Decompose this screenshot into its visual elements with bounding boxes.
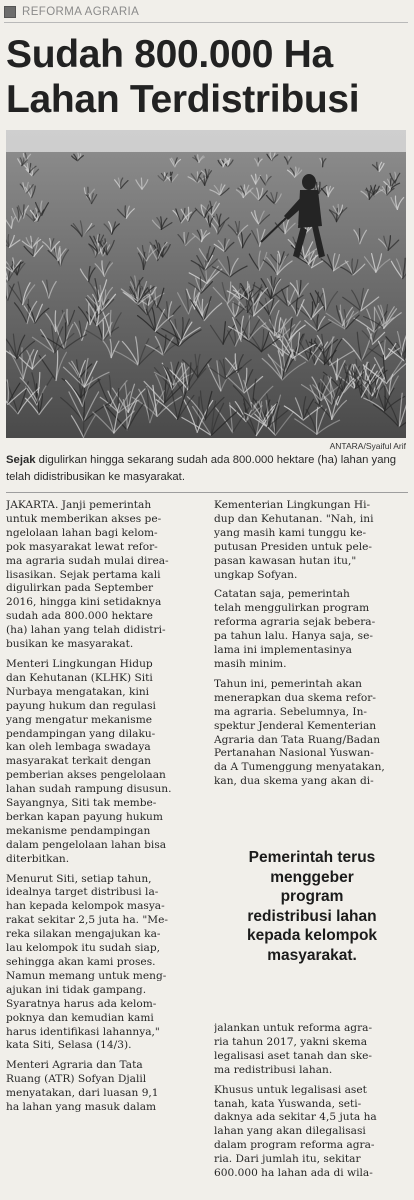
article-line: diterbitkan. [6,852,70,865]
caption-text: digulirkan hingga sekarang sudah ada 800.000 hektare (ha) lahan yang telah didistribusikan ke masyarakat. [6,454,397,483]
caption-divider [6,492,408,493]
article-line: ajukan ini tidak gampang. [6,983,147,996]
article-line: 600.000 ha lahan ada di wila- [214,1167,373,1180]
article-line: menerapkan dua skema refor- [214,691,376,704]
article-line: putusan Presiden untuk pele- [214,540,372,553]
photo-credit: ANTARA/Syaiful Arif [329,441,406,451]
article-line: idealnya target distribusi la- [6,886,159,899]
plant-leaf [338,205,339,216]
plant-leaf [200,277,201,293]
article-line: lahan sudah rampung disusun. [6,783,172,796]
article-line: digulirkan pada September [6,582,154,595]
article-line: han kepada kelompok masya- [6,900,165,913]
news-photo [6,130,406,438]
article-line: dalam pengelolaan lahan bisa [6,838,167,851]
article-line: tanah, kata Yuswanda, seti- [214,1097,362,1110]
article-line: Sayangnya, Siti tak membe- [6,797,157,810]
article-line: Nurbaya mengatakan, kini [6,685,150,698]
article-line: sudah ada 800.000 hektare [6,610,153,623]
article-line: pasan kawasan hutan itu," [214,554,357,567]
article-line: Ruang (ATR) Sofyan Djalil [6,1073,147,1086]
article-line: reka silakan mengajukan ka- [6,928,161,941]
article-line: masyarakat terkait dengan [6,755,151,768]
rubric-square-icon [4,6,16,18]
section-rubric [4,4,139,20]
article-line: pa tahun lalu. Hanya saja, se- [214,630,373,643]
pull-quote-line: masyarakat. [267,946,357,964]
rubric-divider [4,22,408,23]
article-line: untuk memberikan akses pe- [6,512,162,525]
article-line: pendampingan yang dilaku- [6,727,156,740]
article-line: harus identifikasi lahannya," [6,1025,160,1038]
article-line: kata Siti, Selasa (14/3). [6,1039,132,1052]
article-line: Syaratnya harus ada kelom- [6,997,157,1010]
article-line: sehingga akan kami proses. [6,956,156,968]
article-line: ma redistribusi lahan. [214,1063,333,1076]
article-line: kan oleh lembaga swadaya [6,741,151,754]
article-line: menyatakan, dari luasan 9,1 [6,1087,159,1100]
article-line: (ha) lahan yang telah didistri- [6,624,166,637]
caption-lead: Sejak [6,454,36,466]
article-line: ria tahun 2017, yakni skema [214,1035,368,1048]
article-column-right-top [214,499,410,829]
article-line: legalisasi aset tanah dan ske- [214,1049,373,1062]
article-line: reforma agraria sejak bebera- [214,616,376,629]
headline-line: Sudah 800.000 Ha [6,33,333,76]
article-line: dup dan Kehutanan. "Nah, ini [214,512,374,525]
article-line: kan, dua skema yang akan di- [214,775,374,788]
article-line: pemberian akses pengelolaan [6,769,166,782]
article-line: ria. Dari jumlah itu, sekitar [214,1153,361,1166]
article-line: lama ini implementasinya [214,644,352,657]
article-line: Agraria dan Tata Ruang/Badan [214,733,381,746]
article-line: rakat sekitar 2,5 juta ha. "Me- [6,914,168,927]
article-line: yang mengatur mekanisme [6,713,153,726]
article-line: Menteri Agraria dan Tata [6,1059,143,1072]
plant-leaf [141,178,142,189]
headline-line: Lahan Terdistribusi [6,78,360,121]
article-line: lahan yang akan dilegalisasi [214,1125,366,1138]
article-line: telah menggulirkan program [214,602,370,615]
article-line: Menteri Lingkungan Hidup [6,657,153,670]
plant-leaf [240,284,241,300]
plant-leaf [103,320,104,341]
pull-quote [214,848,410,965]
pull-quote-line: redistribusi lahan [247,907,377,925]
article-line: mekanisme pendampingan [6,824,151,837]
pull-quote-line: program [280,888,344,905]
headline [6,32,406,122]
pull-quote-line: menggeber [270,868,354,886]
article-line: berkan kapan payung hukum [6,810,163,823]
article-line: dalam program reforma agra- [214,1139,375,1152]
article-line: Kementerian Lingkungan Hi- [214,499,371,511]
article-line: ma agraria sudah mulai direa- [6,554,169,567]
article-line: lau kelompok itu sudah siap, [6,942,161,955]
article-line: spektur Jenderal Kementerian [214,719,377,732]
article-line: Namun memang untuk meng- [6,969,167,982]
article-line: yang masih kami tunggu ke- [214,526,367,539]
article-line: dan Kehutanan (KLHK) Siti [6,671,153,684]
article-line: masih minim. [214,657,287,670]
article-line: busikan ke masyarakat. [6,638,134,651]
article-line: poknya dan kemudian kami [6,1011,154,1024]
article-line: ma agraria. Sebelumnya, In- [214,705,367,718]
pull-quote-line: kepada kelompok [246,927,378,944]
article-line: Catatan saja, pemerintah [214,588,350,601]
article-line: JAKARTA. Janji pemerintah [6,499,152,511]
article-line: Pertanahan Nasional Yuswan- [214,747,374,760]
article-line: da A Tumenggung menyatakan, [214,761,385,774]
article-column-right-bottom [214,1022,410,1200]
article-line: 2016, hingga kini setidaknya [6,596,162,609]
article-line: Tahun ini, pemerintah akan [214,677,363,690]
article-line: ngelolaan lahan bagi kelom- [6,526,158,539]
photo-caption [6,452,408,486]
article-line: pok masyarakat lewat refor- [6,540,158,553]
rubric-label: REFORMA AGRARIA [22,6,140,18]
article-line: Khusus untuk legalisasi aset [214,1083,367,1096]
article-column-left [6,499,202,1200]
farmer-in-field-photo-icon [6,130,406,438]
article-line: jalankan untuk reforma agra- [214,1022,373,1034]
article-line: payung hukum dan regulasi [6,699,156,712]
pull-quote-line: Pemerintah terus [248,849,376,866]
article-line: lisasikan. Sejak pertama kali [6,568,161,581]
article-line: daknya ada sekitar 4,5 juta ha [214,1111,377,1124]
article-line: ungkap Sofyan. [214,568,298,581]
article-line: ha lahan yang masuk dalam [6,1101,157,1114]
article-line: Menurut Siti, setiap tahun, [6,872,152,885]
